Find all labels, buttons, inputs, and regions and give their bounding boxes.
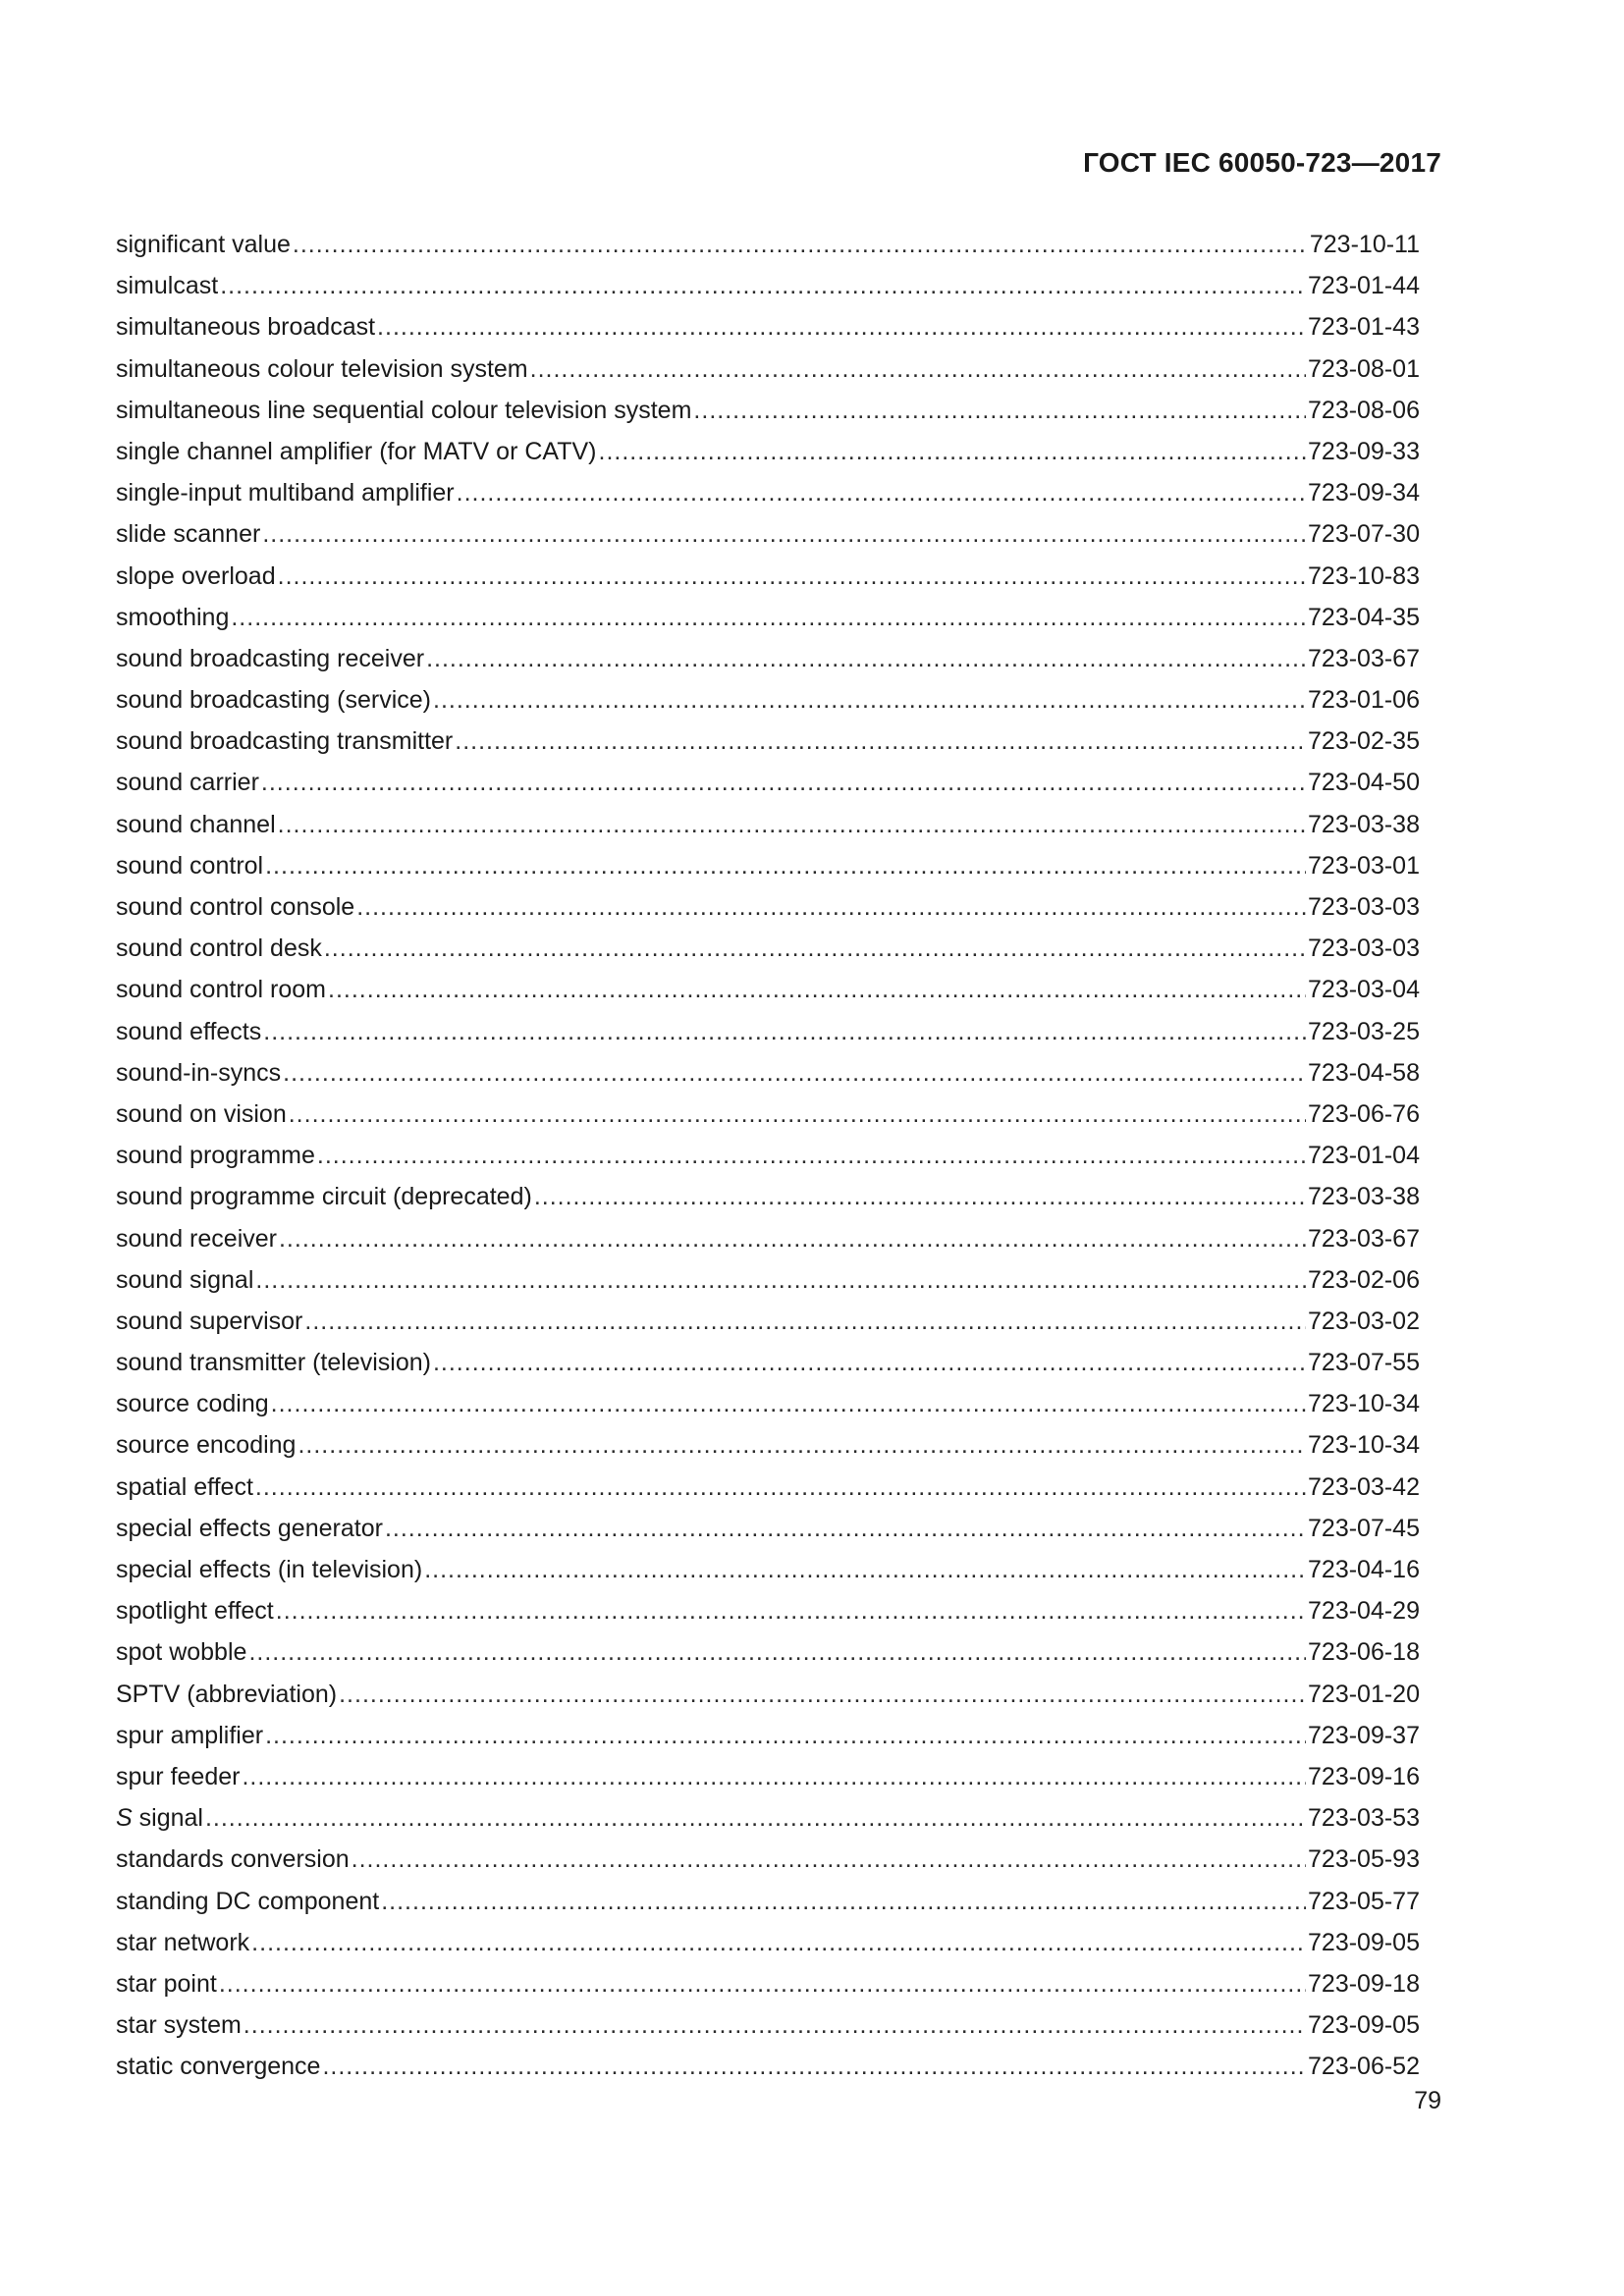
- index-reference: 723-04-35: [1308, 603, 1420, 631]
- index-reference: 723-07-55: [1308, 1349, 1420, 1377]
- index-term: [116, 348, 528, 390]
- index-term-text: sound broadcasting transmitter: [116, 727, 454, 756]
- index-term-text: sound effects: [116, 1017, 262, 1045]
- index-term: [116, 1424, 296, 1466]
- index-entry: [116, 1259, 1420, 1301]
- dot-leader: [385, 1508, 1306, 1549]
- document-header: ГОСТ IEC 60050-723—2017: [1083, 147, 1441, 178]
- index-reference: 723-10-11: [1309, 231, 1420, 258]
- dot-leader: [262, 513, 1306, 555]
- index-reference: 723-06-52: [1308, 2053, 1420, 2081]
- index-reference: 723-10-34: [1308, 1390, 1420, 1418]
- index-term: [116, 1301, 302, 1342]
- dot-leader: [433, 1342, 1306, 1383]
- index-entry: [116, 1467, 1420, 1508]
- index-entry: [116, 1756, 1420, 1797]
- index-term-text: sound control room: [116, 976, 327, 1004]
- index-term: [116, 1590, 274, 1631]
- index-term: [116, 638, 424, 679]
- index-entry: [116, 1963, 1420, 2004]
- dot-leader: [377, 306, 1306, 347]
- index-term: [116, 2004, 242, 2046]
- index-term-text: spur feeder: [116, 1762, 241, 1790]
- index-term: [116, 804, 276, 845]
- index-term: [116, 1756, 240, 1797]
- index-entry: [116, 1674, 1420, 1715]
- index-term: [116, 224, 291, 265]
- dot-leader: [293, 224, 1308, 265]
- index-term-text: sound transmitter (television): [116, 1349, 431, 1377]
- index-entry: [116, 1052, 1420, 1094]
- index-reference: 723-01-43: [1308, 313, 1420, 342]
- dot-leader: [298, 1424, 1306, 1466]
- index-entry: [116, 2004, 1420, 2046]
- index-term-italic-prefix: S: [116, 1804, 133, 1833]
- index-entry: [116, 390, 1420, 431]
- index-entry: [116, 721, 1420, 762]
- index-term: [116, 472, 455, 513]
- index-term-text: slope overload: [116, 561, 276, 590]
- index-reference: 723-05-93: [1308, 1845, 1420, 1874]
- index-term: [116, 721, 453, 762]
- index-entry: [116, 845, 1420, 886]
- index-term-text: source encoding: [116, 1431, 297, 1460]
- index-term: [116, 1218, 277, 1259]
- index-reference: 723-04-16: [1308, 1556, 1420, 1583]
- dot-leader: [276, 1590, 1306, 1631]
- dot-leader: [534, 1176, 1306, 1217]
- dot-leader: [599, 431, 1307, 472]
- index-term: [116, 928, 322, 969]
- index-term: [116, 265, 218, 306]
- index-entry: [116, 224, 1420, 265]
- index-entry: [116, 1135, 1420, 1176]
- index-term-text: sound programme: [116, 1142, 315, 1170]
- index-term-text: simultaneous line sequential colour television system: [116, 396, 692, 424]
- index-entry: [116, 1631, 1420, 1673]
- index-entry: [116, 348, 1420, 390]
- dot-leader: [317, 1135, 1306, 1176]
- index-term-text: sound control console: [116, 893, 355, 921]
- index-term: [116, 306, 375, 347]
- index-term: [116, 762, 259, 803]
- index-term: [116, 1383, 269, 1424]
- dot-leader: [248, 1631, 1306, 1673]
- index-term-text: standing DC component: [116, 1887, 380, 1915]
- index-entry: [116, 1922, 1420, 1963]
- dot-leader: [530, 348, 1306, 390]
- index-term: [116, 1508, 383, 1549]
- index-term: [116, 1839, 350, 1880]
- index-entry: [116, 1424, 1420, 1466]
- dot-leader: [278, 556, 1306, 597]
- index-term: [116, 1797, 203, 1839]
- dot-leader: [265, 1715, 1306, 1756]
- index-reference: 723-01-20: [1308, 1680, 1420, 1708]
- index-reference: 723-09-37: [1308, 1721, 1420, 1749]
- index-term-text: static convergence: [116, 2053, 321, 2081]
- index-reference: 723-03-04: [1308, 976, 1420, 1004]
- index-term: [116, 1922, 249, 1963]
- index-reference: 723-09-05: [1308, 1928, 1420, 1956]
- index-term-text: sound on vision: [116, 1099, 287, 1128]
- index-term-text: simultaneous colour television system: [116, 354, 528, 383]
- index-entry: [116, 556, 1420, 597]
- dot-leader: [322, 2046, 1306, 2087]
- index-term-text: sound broadcasting (service): [116, 686, 431, 715]
- index-term-text: standards conversion: [116, 1845, 350, 1874]
- index-reference: 723-02-35: [1308, 727, 1420, 756]
- dot-leader: [279, 1218, 1306, 1259]
- dot-leader: [205, 1797, 1306, 1839]
- index-entry: [116, 1508, 1420, 1549]
- dot-leader: [255, 1467, 1306, 1508]
- dot-leader: [242, 1756, 1306, 1797]
- index-term: [116, 1549, 422, 1590]
- index-reference: 723-07-45: [1308, 1514, 1420, 1542]
- dot-leader: [231, 597, 1306, 638]
- index-entry: [116, 513, 1420, 555]
- index-term-text: sound broadcasting receiver: [116, 644, 425, 672]
- index-reference: 723-04-58: [1308, 1058, 1420, 1087]
- index-reference: 723-05-77: [1308, 1887, 1420, 1915]
- dot-leader: [457, 472, 1306, 513]
- index-term: [116, 1135, 315, 1176]
- index-term: [116, 1259, 253, 1301]
- index-reference: 723-06-18: [1308, 1638, 1420, 1667]
- index-term-text: sound-in-syncs: [116, 1058, 282, 1087]
- dot-leader: [278, 804, 1306, 845]
- index-term: [116, 1674, 337, 1715]
- index-entry: [116, 804, 1420, 845]
- index-term: [116, 556, 276, 597]
- index-entry: [116, 1011, 1420, 1052]
- index-entry: [116, 638, 1420, 679]
- index-term-text: special effects (in television): [116, 1556, 423, 1583]
- index-term: [116, 513, 260, 555]
- index-term-text: smoothing: [116, 603, 230, 631]
- dot-leader: [219, 1963, 1306, 2004]
- index-term-text: star point: [116, 1969, 217, 1998]
- index-reference: 723-03-38: [1308, 1183, 1420, 1211]
- dot-leader: [244, 2004, 1306, 2046]
- index-reference: 723-07-30: [1308, 520, 1420, 549]
- index-term: [116, 886, 354, 928]
- index-term-text: SPTV (abbreviation): [116, 1680, 338, 1708]
- page-number: 79: [1414, 2087, 1441, 2114]
- index-entry: [116, 2046, 1420, 2087]
- index-term-text: star network: [116, 1928, 250, 1956]
- index-term: [116, 1176, 532, 1217]
- index-reference: 723-10-34: [1308, 1431, 1420, 1460]
- index-term-text: sound programme circuit (deprecated): [116, 1183, 532, 1211]
- index-term-text: sound receiver: [116, 1224, 277, 1253]
- index-entry: [116, 886, 1420, 928]
- index-reference: 723-03-03: [1308, 893, 1420, 921]
- index-term-text: simultaneous broadcast: [116, 313, 376, 342]
- dot-leader: [328, 969, 1306, 1010]
- dot-leader: [324, 928, 1306, 969]
- index-entry: [116, 1094, 1420, 1135]
- dot-leader: [339, 1674, 1306, 1715]
- index-term-text: sound supervisor: [116, 1307, 303, 1335]
- dot-leader: [220, 265, 1306, 306]
- index-entry: [116, 679, 1420, 721]
- index-term: [116, 1342, 431, 1383]
- index-term: [116, 390, 691, 431]
- index-term-text: sound control: [116, 851, 264, 880]
- index-reference: 723-10-83: [1308, 561, 1420, 590]
- index-reference: 723-03-67: [1308, 1224, 1420, 1253]
- index-reference: 723-09-33: [1308, 437, 1420, 465]
- index-entry: [116, 762, 1420, 803]
- dot-leader: [261, 762, 1306, 803]
- index-reference: 723-03-03: [1308, 934, 1420, 963]
- index-entry: [116, 1715, 1420, 1756]
- index-term-text: source coding: [116, 1390, 269, 1418]
- index-term-text: single channel amplifier (for MATV or CATV): [116, 437, 597, 465]
- index-entry: [116, 431, 1420, 472]
- index-entry: [116, 1218, 1420, 1259]
- index-term-text: spot wobble: [116, 1638, 247, 1667]
- index-reference: 723-09-16: [1308, 1762, 1420, 1790]
- index-entry: [116, 969, 1420, 1010]
- index-reference: 723-06-76: [1308, 1099, 1420, 1128]
- index-term-text: star system: [116, 2011, 242, 2040]
- dot-leader: [455, 721, 1306, 762]
- index-term: [116, 2046, 320, 2087]
- index-reference: 723-03-53: [1308, 1804, 1420, 1833]
- index-reference: 723-01-04: [1308, 1142, 1420, 1170]
- index-term-text: spatial effect: [116, 1472, 253, 1501]
- dot-leader: [263, 1011, 1306, 1052]
- dot-leader: [251, 1922, 1306, 1963]
- dot-leader: [424, 1549, 1306, 1590]
- dot-leader: [304, 1301, 1306, 1342]
- index-term-text: sound signal: [116, 1265, 254, 1294]
- index-entry: [116, 1797, 1420, 1839]
- index-entry: [116, 597, 1420, 638]
- index-term-text: special effects generator: [116, 1514, 383, 1542]
- index-entry: [116, 472, 1420, 513]
- index-term-text: sound carrier: [116, 769, 259, 797]
- index-entry: [116, 1590, 1420, 1631]
- index-reference: 723-03-01: [1308, 851, 1420, 880]
- dot-leader: [426, 638, 1306, 679]
- dot-leader: [433, 679, 1306, 721]
- index-reference: 723-09-34: [1308, 479, 1420, 507]
- index-reference: 723-09-05: [1308, 2011, 1420, 2040]
- index-entry: [116, 306, 1420, 347]
- index-list: [116, 224, 1420, 2087]
- index-term: [116, 1715, 263, 1756]
- dot-leader: [283, 1052, 1306, 1094]
- index-term: [116, 1052, 281, 1094]
- index-term-text: sound control desk: [116, 934, 322, 963]
- dot-leader: [255, 1259, 1306, 1301]
- index-reference: 723-04-50: [1308, 769, 1420, 797]
- index-reference: 723-09-18: [1308, 1969, 1420, 1998]
- index-term-text: simulcast: [116, 272, 219, 300]
- dot-leader: [265, 845, 1306, 886]
- index-entry: [116, 928, 1420, 969]
- index-term-text: spotlight effect: [116, 1597, 274, 1626]
- index-term: [116, 969, 326, 1010]
- index-reference: 723-03-42: [1308, 1472, 1420, 1501]
- index-term: [116, 597, 229, 638]
- index-reference: 723-01-44: [1308, 272, 1420, 300]
- index-entry: [116, 1383, 1420, 1424]
- index-entry: [116, 1549, 1420, 1590]
- index-reference: 723-02-06: [1308, 1265, 1420, 1294]
- index-term: [116, 1963, 217, 2004]
- dot-leader: [381, 1881, 1306, 1922]
- index-term: [116, 1011, 261, 1052]
- index-term-text: sound channel: [116, 810, 276, 838]
- index-term-text: signal: [138, 1804, 203, 1833]
- index-term-text: slide scanner: [116, 520, 261, 549]
- index-term: [116, 1467, 253, 1508]
- index-term-text: significant value: [116, 231, 291, 258]
- index-reference: 723-03-67: [1308, 644, 1420, 672]
- index-entry: [116, 1176, 1420, 1217]
- index-term: [116, 431, 597, 472]
- index-entry: [116, 1342, 1420, 1383]
- index-term-text: single-input multiband amplifier: [116, 479, 455, 507]
- index-term: [116, 679, 431, 721]
- index-reference: 723-03-38: [1308, 810, 1420, 838]
- index-reference: 723-08-01: [1308, 354, 1420, 383]
- dot-leader: [271, 1383, 1306, 1424]
- index-reference: 723-03-02: [1308, 1307, 1420, 1335]
- dot-leader: [289, 1094, 1306, 1135]
- index-reference: 723-03-25: [1308, 1017, 1420, 1045]
- index-entry: [116, 1301, 1420, 1342]
- index-entry: [116, 1881, 1420, 1922]
- index-term: [116, 1631, 246, 1673]
- index-reference: 723-01-06: [1308, 686, 1420, 715]
- index-reference: 723-04-29: [1308, 1597, 1420, 1626]
- index-entry: [116, 1839, 1420, 1880]
- dot-leader: [352, 1839, 1306, 1880]
- index-term: [116, 1094, 287, 1135]
- dot-leader: [356, 886, 1306, 928]
- index-term-text: spur amplifier: [116, 1721, 264, 1749]
- index-term: [116, 845, 263, 886]
- index-term: [116, 1881, 379, 1922]
- index-reference: 723-08-06: [1308, 396, 1420, 424]
- dot-leader: [693, 390, 1306, 431]
- index-entry: [116, 265, 1420, 306]
